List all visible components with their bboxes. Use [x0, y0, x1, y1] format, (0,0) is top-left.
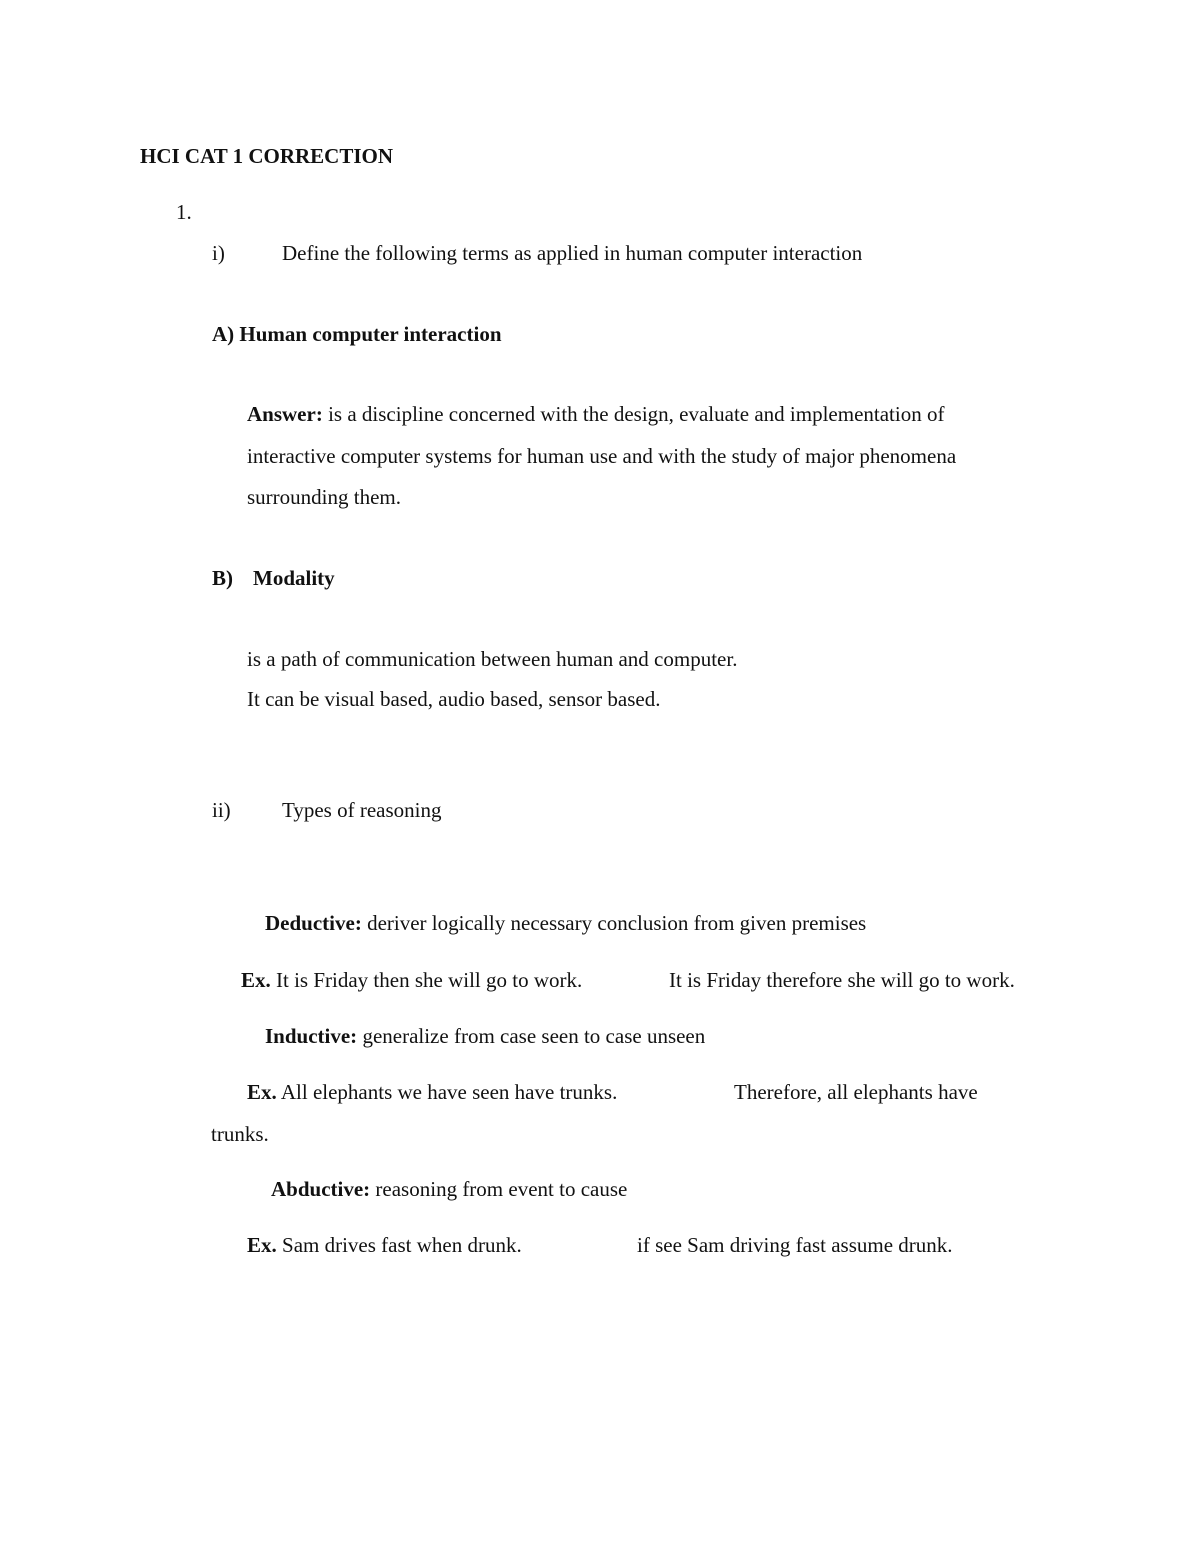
term-a-answer-line-1 — [247, 404, 944, 425]
inductive-example-b-continued: trunks. — [211, 1122, 269, 1146]
example-label: Ex. — [241, 968, 271, 992]
inductive-example-a — [247, 1082, 617, 1103]
inductive-definition — [265, 1026, 705, 1047]
abductive-text: reasoning from event to cause — [370, 1177, 628, 1201]
term-b-line-2: It can be visual based, audio based, sensor based. — [247, 687, 661, 711]
deductive-definition — [265, 913, 866, 934]
part-ii-numeral: ii) — [212, 798, 231, 822]
abductive-example-a — [247, 1235, 522, 1256]
abductive-label: Abductive: — [271, 1177, 371, 1201]
example-label: Ex. — [247, 1080, 277, 1104]
abductive-definition — [271, 1179, 627, 1200]
page-title: HCI CAT 1 CORRECTION — [140, 144, 394, 168]
part-i-numeral: i) — [212, 241, 225, 265]
inductive-example-b: Therefore, all elephants have — [734, 1080, 978, 1104]
deductive-text: deriver logically necessary conclusion from given premises — [361, 911, 867, 935]
answer-text-1: is a discipline concerned with the design, evaluate and implementation of — [322, 402, 945, 426]
term-b-heading: Modality — [253, 566, 335, 590]
term-b-line-1: is a path of communication between human and computer. — [247, 647, 738, 671]
question-number: 1. — [176, 200, 192, 224]
deductive-example-a — [241, 970, 582, 991]
abductive-example-a-text: Sam drives fast when drunk. — [276, 1233, 522, 1257]
inductive-text: generalize from case seen to case unseen — [357, 1024, 706, 1048]
abductive-example-b: if see Sam driving fast assume drunk. — [637, 1233, 953, 1257]
inductive-label: Inductive: — [265, 1024, 358, 1048]
term-a-heading: A) Human computer interaction — [212, 322, 502, 346]
term-b-heading-letter: B) — [212, 566, 233, 590]
deductive-example-b: It is Friday therefore she will go to work. — [669, 968, 1015, 992]
deductive-label: Deductive: — [265, 911, 362, 935]
term-a-answer-line-2: interactive computer systems for human use and with the study of major phenomena — [247, 444, 957, 468]
example-label: Ex. — [247, 1233, 277, 1257]
part-ii-prompt: Types of reasoning — [282, 798, 442, 822]
inductive-example-a-text: All elephants we have seen have trunks. — [276, 1080, 618, 1104]
answer-label: Answer: — [247, 402, 323, 426]
term-a-answer-line-3: surrounding them. — [247, 485, 401, 509]
part-i-prompt: Define the following terms as applied in human computer interaction — [282, 241, 863, 265]
deductive-example-a-text: It is Friday then she will go to work. — [270, 968, 583, 992]
